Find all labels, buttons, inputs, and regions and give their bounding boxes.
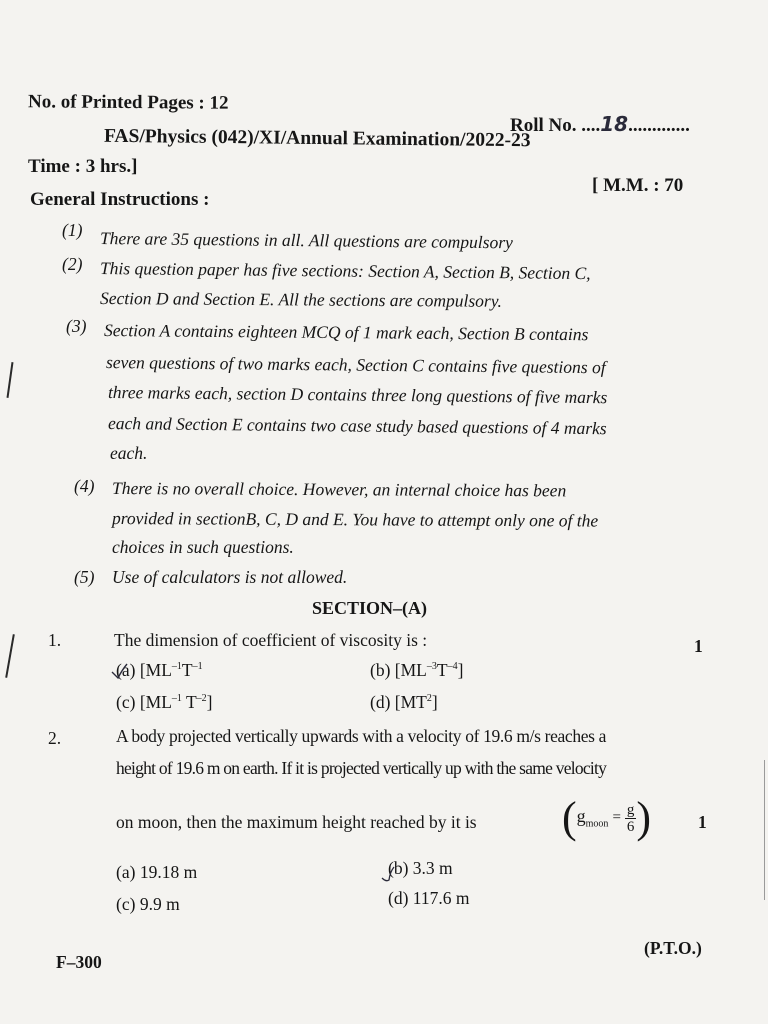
printed-pages-count: No. of Printed Pages : 12 (27, 91, 229, 114)
instruction-line: This question paper has five sections: Section A, Section B, Section C, (99, 258, 591, 284)
question-text-line: on moon, then the maximum height reached by it is (116, 812, 477, 832)
answer-tick-icon (110, 662, 128, 680)
question-text: The dimension of coefficient of viscosity is : (114, 630, 428, 650)
instruction-line: three marks each, section D contains three long questions of five marks (107, 382, 608, 408)
question-text-line: height of 19.6 m on earth. If it is projected vertically up with the same velocity (116, 758, 607, 778)
maximum-marks: [ M.M. : 70 (592, 175, 684, 196)
option-c: (c) [$ML^{-1}$ $T^{-2}$] (116, 692, 213, 712)
instruction-line: Section A contains eighteen MCQ of 1 mark each, Section B contains (103, 320, 589, 345)
instruction-line: each. (110, 443, 148, 463)
margin-pen-mark (5, 634, 15, 678)
question-marks: 1 (694, 636, 703, 656)
instruction-line: Section D and Section E. All the sections are compulsory. (99, 288, 503, 311)
instruction-line: choices in such questions. (112, 537, 294, 557)
question-text-line: A body projected vertically upwards with a velocity of 19.6 m/s reaches a (116, 726, 607, 746)
instruction-number: (3) (66, 316, 87, 336)
page-edge-line (764, 760, 765, 900)
time-allowed: Time : 3 hrs.] (28, 156, 138, 177)
please-turn-over: (P.T.O.) (644, 938, 702, 958)
instruction-number: (2) (62, 254, 83, 274)
question-number: 2. (48, 728, 62, 748)
question-marks: 1 (698, 812, 707, 832)
instruction-line: Use of calculators is not allowed. (112, 567, 348, 587)
roll-dots-after: ............. (628, 115, 690, 136)
instruction-number: (5) (74, 567, 95, 587)
option-d: (d) 117.6 m (388, 888, 470, 908)
option-d: (d) $[MT^2]$ (370, 692, 438, 712)
roll-number-label: Roll No. (510, 115, 582, 136)
question-number: 1. (48, 630, 62, 650)
answer-tick-icon (380, 864, 396, 882)
g-moon-formula: ($g_{moon}$ = $\frac{g}{6}$ ) (562, 793, 652, 842)
option-a: (a) 19.18 m (116, 862, 198, 882)
roll-dots-before: .... (581, 115, 601, 136)
instruction-line: There is no overall choice. However, an internal choice has been (111, 478, 567, 501)
margin-pen-mark (7, 362, 14, 398)
general-instructions-title: General Instructions : (30, 189, 210, 210)
instruction-line: provided in sectionB, C, D and E. You have to attempt only one of the (111, 508, 599, 531)
option-c: (c) 9.9 m (116, 894, 180, 914)
section-a-title: SECTION–(A) (312, 598, 428, 618)
option-a: (a) [$ML^{-1}T^{-1}$ (116, 660, 203, 680)
instruction-line: seven questions of two marks each, Section C contains five questions of (105, 352, 606, 378)
roll-number-field (510, 112, 690, 137)
exam-title: FAS/Physics (042)/XI/Annual Examination/2022-23 (103, 125, 531, 152)
instruction-number: (1) (62, 220, 83, 240)
instruction-number: (4) (74, 476, 95, 496)
instruction-line: each and Section E contains two case study based questions of 4 marks (107, 413, 607, 439)
option-b: (b) 3.3 m (388, 858, 453, 878)
option-b: (b) $[ML^{-3}T^{-4}]$ (370, 660, 464, 680)
paper-code: F–300 (56, 952, 102, 972)
roll-number-value: 18 (600, 112, 629, 136)
instruction-line: There are 35 questions in all. All questions are compulsory (99, 228, 513, 253)
